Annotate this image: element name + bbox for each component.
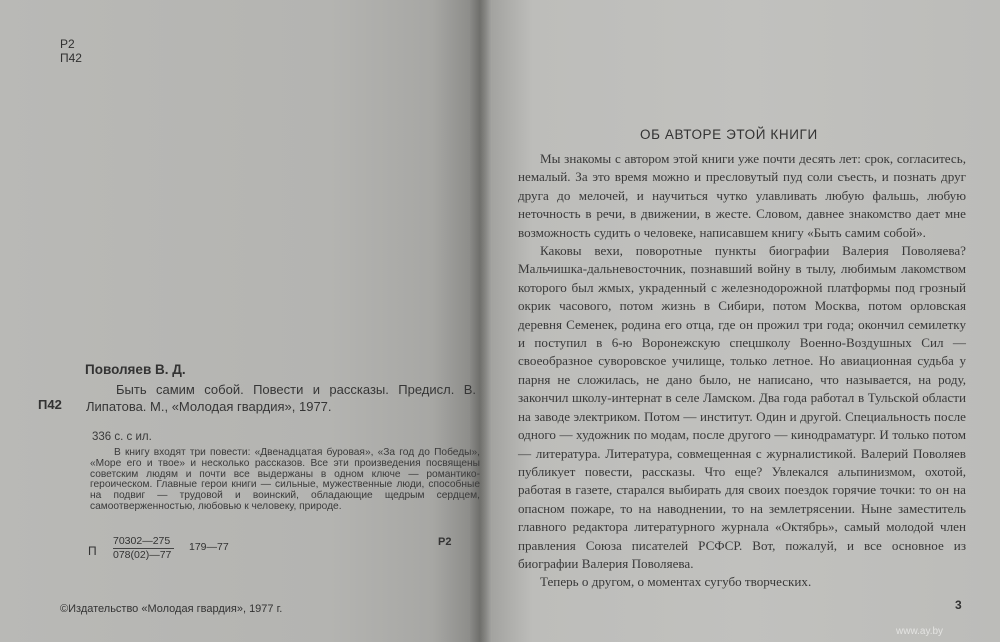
paragraph-3: Теперь о другом, о моментах сугубо творческих. [540,574,812,590]
page-count: 336 с. с ил. [92,431,152,443]
index-code-right: Р2 [438,536,452,548]
classification-code-top: Р2 [60,37,75,51]
annotation: В книгу входят три повести: «Двенадцатая буровая», «За год до Победы», «Море его и твое» и несколько рассказов. Все эти произведения посвящены советским людям и почти все выдержаны в одном ключе — романтико-героическом. Главные герои книги — сильные, мужественные люди, способные на подвиг — трудовой и воинский, обладающие щедрым сердцем, самоотверженностью, любовью к человеку, природе. [90,447,480,512]
index-fraction [113,535,174,562]
show-through-print [40,20,460,140]
index-suffix: 179—77 [189,541,229,553]
classmark: П42 [38,397,62,412]
index-denominator: 078(02)—77 [113,549,172,561]
page-number: 3 [955,598,962,612]
index-numerator: 70302—275 [113,535,174,549]
paragraph-2: Каковы вехи, поворотные пункты биографии Валерия Поволяева? Мальчишка-дальневосточник, познавший войну в тылу, любимым лакомством которого был жмых, украденный с железнодорожной платформы под грозный окрик часового, потом жизнь в Сибири, потом Москва, потом орловская деревня Семенек, родина его отца, где он прожил три года; окончил семилетку и поступил в 6-ю Воронежскую спецшколу Военно-Воздушных Сил — своеобразное суворовское училище, только летное. Но авиационная судьба у парня не сложилась, не дано было, не написано, что называется, на роду, закончил школу-интернат в селе Ламском. Два года работал в Тульской области на заводе электриком. Потом — институт. Один и другой. Специальность после одного — художник по модам, после другого — кинодраматург. И только потом — литература. Литература, совмещенная с журналистикой. Валерий Поволяев публикует повести, рассказы. Что еще? Увлекался альпинизмом, охотой, работая в газете, старался выбирать для своих поездок горячие точки: то он на опасном пожаре, то на наводнении, то на землетрясении. Ныне заместитель главного редактора литературного журнала «Октябрь», самый молодой член правления Союза писателей РСФСР. Вот, пожалуй, и все основное из биографии Валерия Поволяева. [518,243,966,571]
paragraph-1: Мы знакомы с автором этой книги уже почти десять лет: срок, согласитесь, немалый. За это время можно и пресловутый пуд соли съесть, и познать друг друга до мелочей, и научиться чутко улавливать любую фальшь, любую неточность в речи, в движении, в жесте. Словом, давнее знакомство дает мне возможность судить о человеке, написавшем книгу «Быть самим собой». [518,151,966,240]
watermark: www.ay.by [896,626,944,637]
bibliographic-entry: Быть самим собой. Повести и рассказы. Предисл. В. Липатова. М., «Молодая гвардия», 1977. [86,382,476,414]
classification-code-bottom: П42 [60,51,82,65]
section-heading: ОБ АВТОРЕ ЭТОЙ КНИГИ [640,127,818,142]
copyright-line: ©Издательство «Молодая гвардия», 1977 г. [60,603,283,615]
left-page [0,0,470,642]
book-gutter [470,0,492,642]
author-name: Поволяев В. Д. [85,362,186,377]
index-letter: П [88,544,97,558]
foreword-body [518,150,966,592]
